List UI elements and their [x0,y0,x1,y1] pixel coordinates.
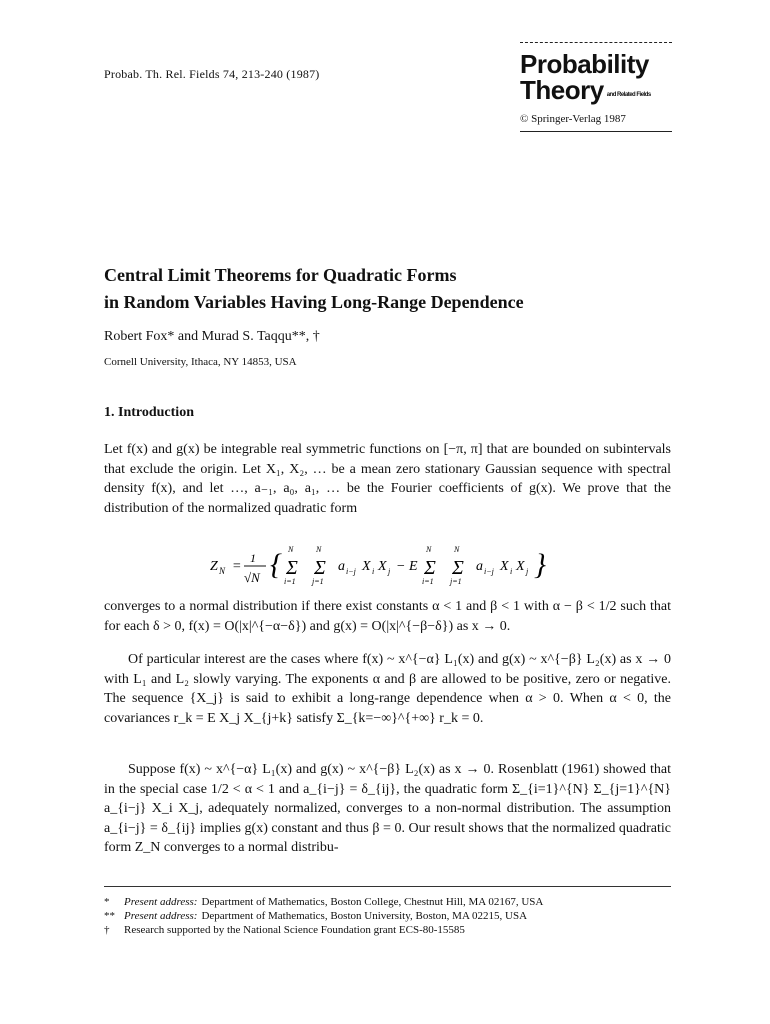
footnote-label: Present address: [124,910,198,922]
footnote [104,923,671,937]
title-line-1: Central Limit Theorems for Quadratic Forms [104,265,457,285]
svg-text:i−j: i−j [346,567,356,576]
footnote-mark: * [104,896,110,908]
svg-text:√N: √N [244,570,260,585]
svg-text:N: N [316,545,322,554]
title-line-2: in Random Variables Having Long-Range Dependence [104,292,524,312]
svg-text:}: } [534,548,546,581]
paragraph-1: Let f(x) and g(x) be integrable real symmetric functions on [−π, π] that are bounded on subintervals that exclude the origin. Let X₁, X₂, … be a mean zero stationary Gaussian sequence with spectral density f(x), and let …, a₋₁, a₀, a₁, … be the Fourier coefficients of g(x). We prove that the distribution of the normalized quadratic form [104,442,671,516]
copyright-notice: © Springer-Verlag 1987 [520,113,626,125]
footnote [104,895,671,909]
footnote-mark: † [104,924,110,936]
svg-text:=: = [232,559,242,574]
svg-text:i: i [372,567,375,576]
footnote-text: Department of Mathematics, Boston University, Boston, MA 02215, USA [201,910,528,922]
svg-text:a: a [338,559,345,574]
svg-text:− E: − E [396,559,418,574]
svg-text:j: j [388,567,391,576]
svg-text:Σ: Σ [424,557,436,579]
svg-text:Σ: Σ [452,557,464,579]
svg-text:i−j: i−j [484,567,494,576]
svg-text:j=1: j=1 [312,577,324,586]
svg-text:1: 1 [250,551,256,565]
svg-text:N: N [288,545,294,554]
svg-text:i=1: i=1 [284,577,296,586]
svg-text:X: X [362,559,371,574]
svg-text:{: { [270,548,282,581]
affiliation: Cornell University, Ithaca, NY 14853, USA [104,356,297,368]
journal-logo [520,42,672,132]
svg-text:N: N [219,566,226,576]
article-title [104,262,524,316]
svg-text:N: N [426,545,432,554]
svg-text:j=1: j=1 [450,577,462,586]
section-heading: 1. Introduction [104,405,194,420]
logo-bottom-rule [520,131,672,132]
svg-text:i: i [510,567,513,576]
svg-text:N: N [454,545,460,554]
journal-citation: Probab. Th. Rel. Fields 74, 213-240 (1987) [104,67,320,81]
footnotes [104,886,671,937]
paragraph-3: Of particular interest are the cases where f(x) ~ x^{−α} L₁(x) and g(x) ~ x^{−β} L₂(x) as x → 0 with L₁ and L₂ slowly varying. The exponents α and β are allowed to be positive, zero or negative. The sequence {X_j} is said to exhibit a long-range dependence when α > 0. When α < 0, the covariances r_k = E X_j X_{j+k} satisfy Σ_{k=−∞}^{+∞} r_k = 0. [104,652,671,726]
journal-name-line2-row [520,77,672,103]
logo-top-rule [520,42,672,43]
footnote-label: Present address: [124,896,198,908]
display-equation [210,540,590,590]
footnote-text: Research supported by the National Science Foundation grant ECS-80-15585 [124,924,465,936]
svg-text:Σ: Σ [314,557,326,579]
svg-text:Σ: Σ [286,557,298,579]
svg-text:X: X [500,559,509,574]
svg-text:j: j [526,567,529,576]
svg-text:i=1: i=1 [422,577,434,586]
footnote [104,909,671,923]
equation-graphic [210,540,590,590]
journal-name-line2: Theory [520,75,604,105]
footnote-text: Department of Mathematics, Boston College, Chestnut Hill, MA 02167, USA [201,896,544,908]
paragraph-2: converges to a normal distribution if there exist constants α < 1 and β < 1 with α − β < 1/2 such that for each δ > 0, f(x) = O(|x|^{−α−δ}) and g(x) = O(|x|^{−β−δ}) as x → 0. [104,599,671,634]
svg-text:X: X [378,559,387,574]
journal-name-line1: Probability [520,49,649,79]
svg-text:Z: Z [210,559,218,574]
svg-text:X: X [516,559,525,574]
svg-text:a: a [476,559,483,574]
paragraph-4: Suppose f(x) ~ x^{−α} L₁(x) and g(x) ~ x^{−β} L₂(x) as x → 0. Rosenblatt (1961) showed that in the special case 1/2 < α < 1 and a_{i−j} = δ_{ij}, the quadratic form Σ_{i=1}^{N} Σ_{j=1}^{N} a_{i−j} X_i X_j, adequately normalized, converges to a non-normal distribution. The assumption a_{i−j} = δ_{ij} implies g(x) constant and thus β = 0. Our result shows that the normalized quadratic form Z_N converges to a normal distribu- [104,762,671,856]
authors: Robert Fox* and Murad S. Taqqu**, † [104,329,320,344]
journal-name-small: and Related Fields [606,92,651,98]
footnote-mark: ** [104,910,115,922]
